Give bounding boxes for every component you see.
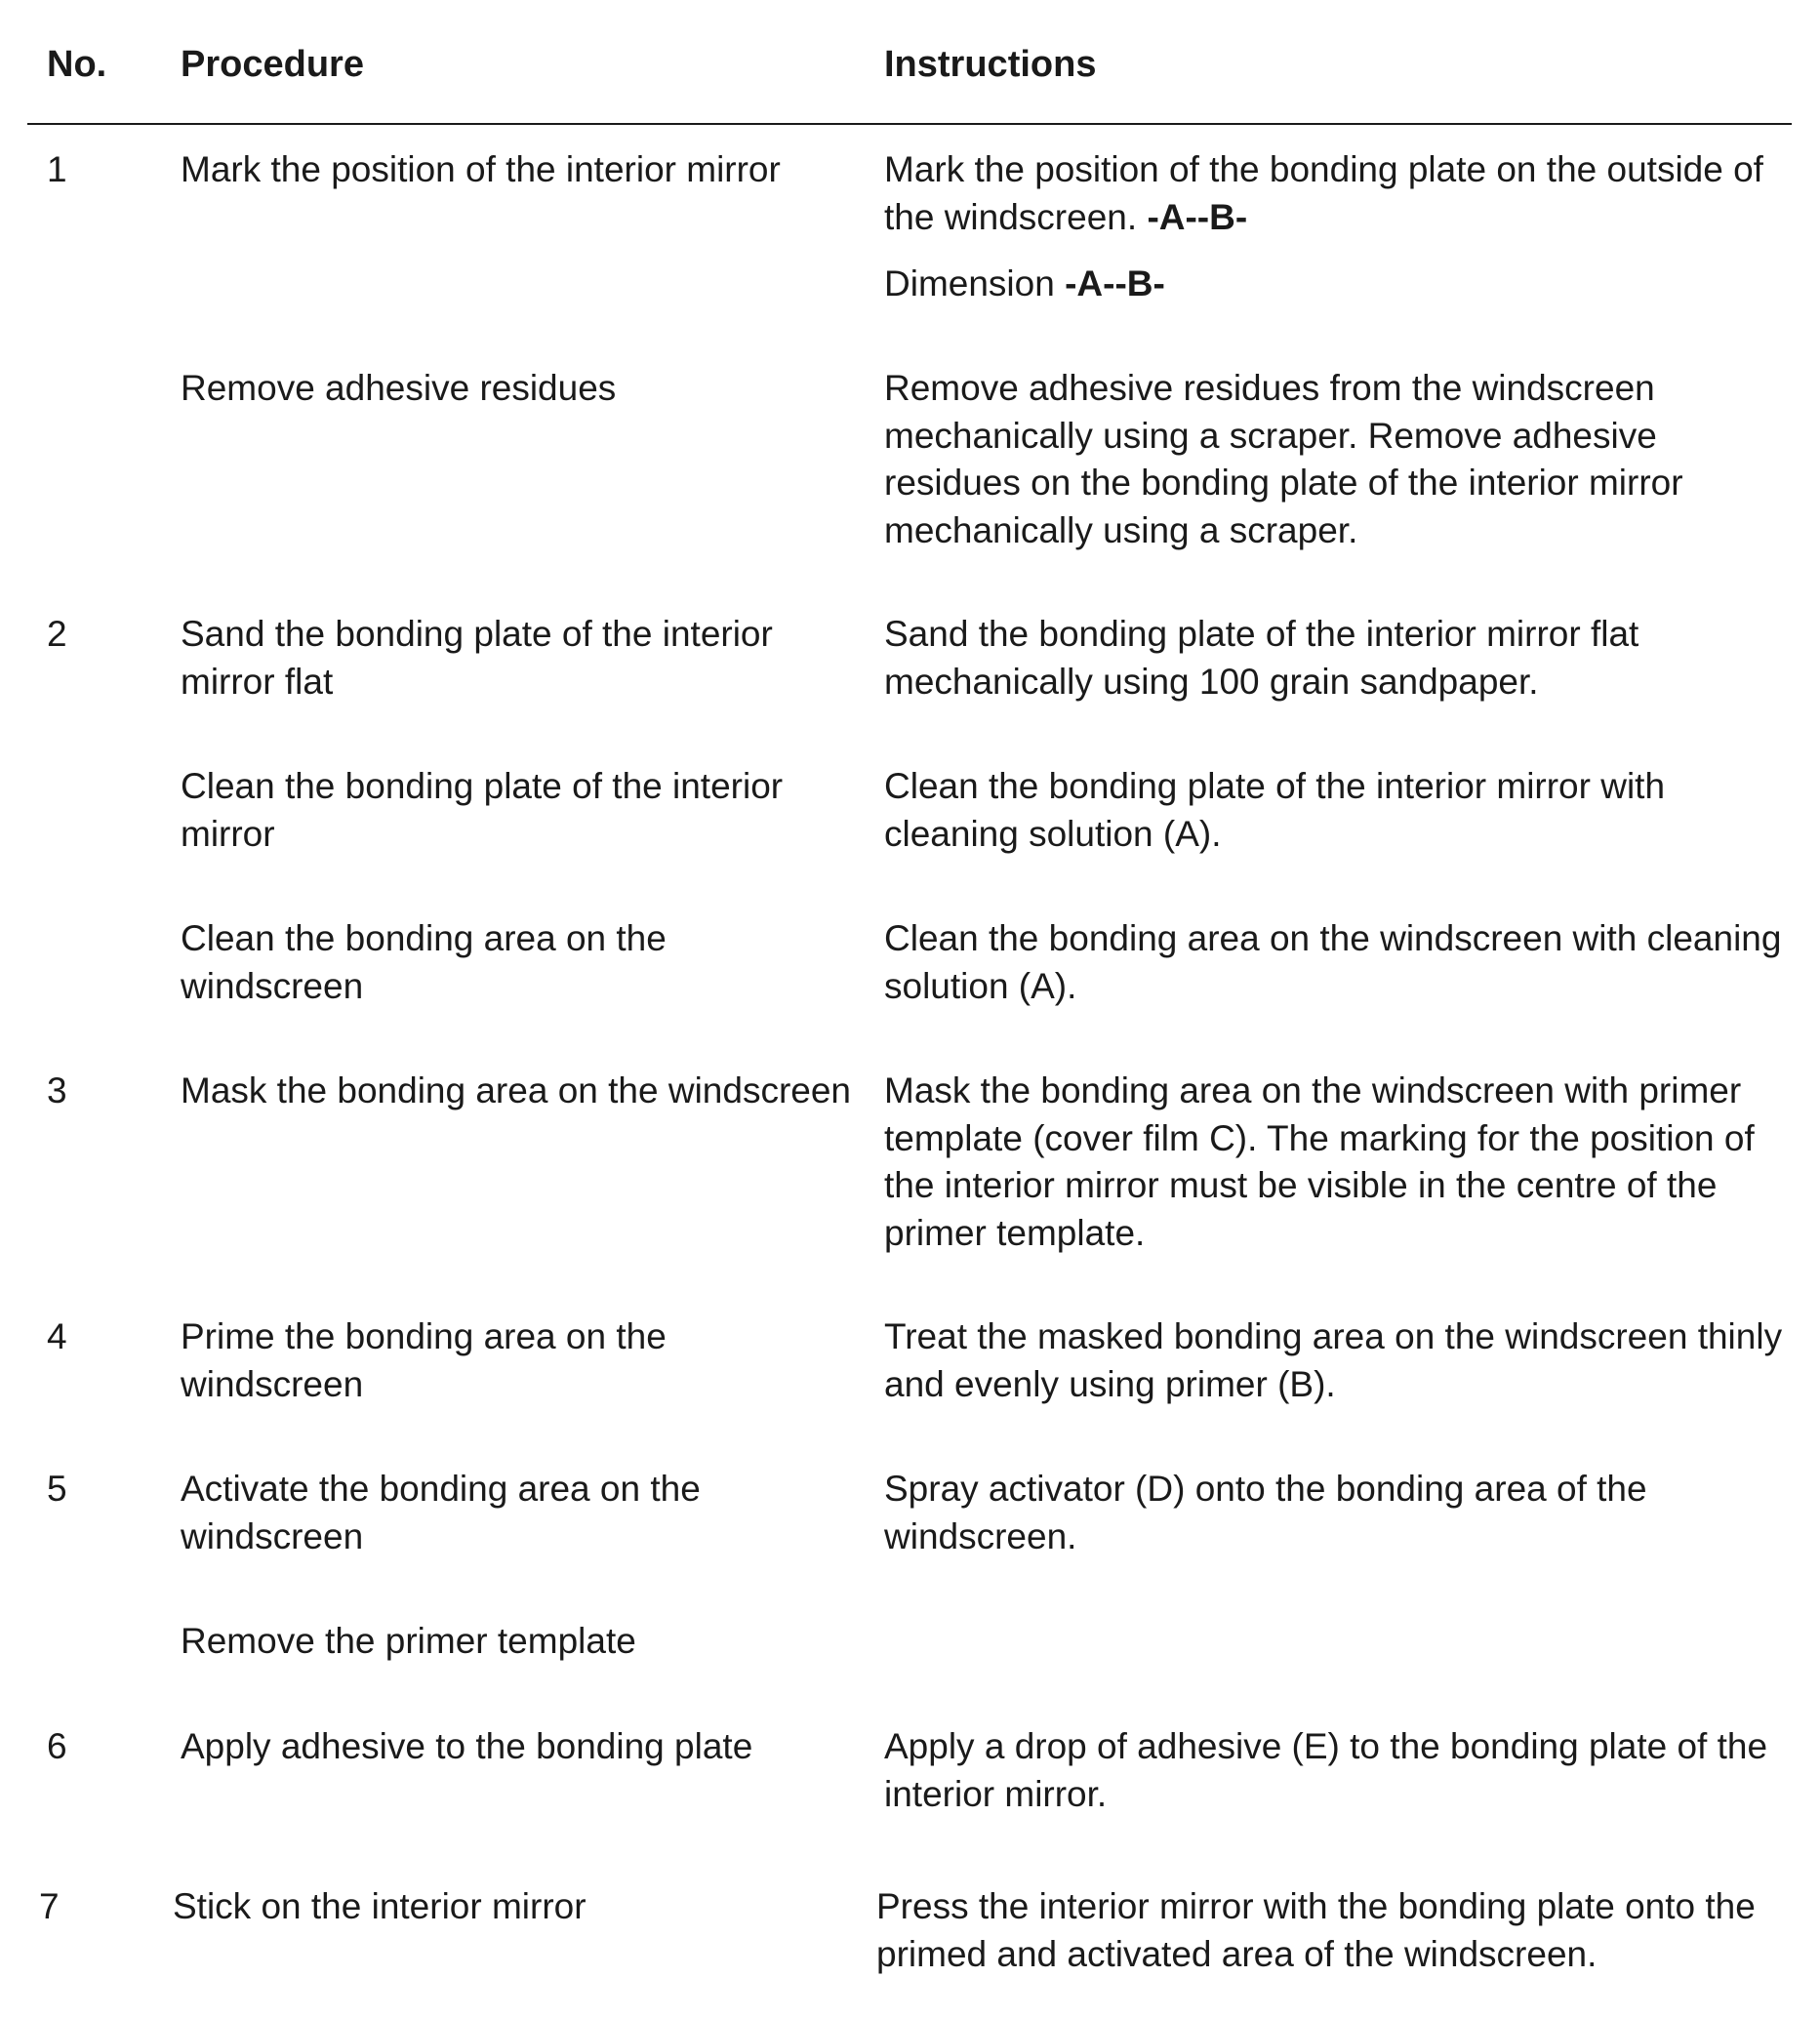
row-number: 2 — [47, 614, 67, 654]
header-procedure: Procedure — [181, 44, 364, 85]
instruction-cell: Remove adhesive residues from the windscreen mechanically using a scraper. Remove adhesive residues on the bonding plate of the interior mirror mechanically using a scraper. — [884, 368, 1683, 550]
procedure-cell: Stick on the interior mirror — [173, 1886, 586, 1926]
procedure-cell: Remove adhesive residues — [181, 368, 617, 408]
instruction-cell: Press the interior mirror with the bonding plate onto the primed and activated area of the windscreen. — [876, 1886, 1756, 1974]
instruction-cell — [884, 146, 1792, 308]
dimension-ref: -A--B- — [1065, 263, 1165, 303]
instruction-cell: Mask the bonding area on the windscreen with primer template (cover film C). The marking for the position of the interior mirror must be visible in the centre of the primer template. — [884, 1070, 1755, 1253]
dimension-label: Dimension — [884, 263, 1055, 303]
row-number: 3 — [47, 1070, 67, 1110]
row-number: 6 — [47, 1726, 67, 1766]
row-number: 7 — [39, 1886, 60, 1926]
instruction-text: Mark the position of the bonding plate on the outside of the windscreen. — [884, 149, 1763, 237]
instruction-cell: Apply a drop of adhesive (E) to the bonding plate of the interior mirror. — [884, 1726, 1768, 1814]
procedure-cell: Clean the bonding plate of the interior mirror — [181, 766, 784, 854]
header-divider — [27, 123, 1792, 125]
procedure-cell: Clean the bonding area on the windscreen — [181, 918, 667, 1006]
instruction-dimension-ref: -A--B- — [1147, 196, 1248, 237]
procedure-cell: Mark the position of the interior mirror — [181, 149, 781, 189]
instruction-cell: Spray activator (D) onto the bonding area of the windscreen. — [884, 1469, 1647, 1556]
header-no: No. — [47, 44, 107, 85]
instruction-cell: Treat the masked bonding area on the windscreen thinly and evenly using primer (B). — [884, 1316, 1783, 1404]
header-instructions: Instructions — [884, 44, 1097, 85]
instruction-cell: Clean the bonding plate of the interior mirror with cleaning solution (A). — [884, 766, 1666, 854]
procedure-cell: Activate the bonding area on the windscreen — [181, 1469, 701, 1556]
instruction-cell: Sand the bonding plate of the interior mirror flat mechanically using 100 grain sandpaper. — [884, 614, 1639, 702]
instruction-cell: Clean the bonding area on the windscreen with cleaning solution (A). — [884, 918, 1782, 1006]
procedure-cell: Apply adhesive to the bonding plate — [181, 1726, 753, 1766]
row-number: 4 — [47, 1316, 67, 1356]
row-number: 5 — [47, 1469, 67, 1509]
procedure-cell: Prime the bonding area on the windscreen — [181, 1316, 667, 1404]
procedure-cell: Remove the primer template — [181, 1621, 636, 1661]
dimension-note — [884, 261, 1792, 308]
procedure-cell: Sand the bonding plate of the interior mirror flat — [181, 614, 773, 702]
row-number: 1 — [47, 149, 67, 189]
procedure-cell: Mask the bonding area on the windscreen — [181, 1070, 851, 1110]
